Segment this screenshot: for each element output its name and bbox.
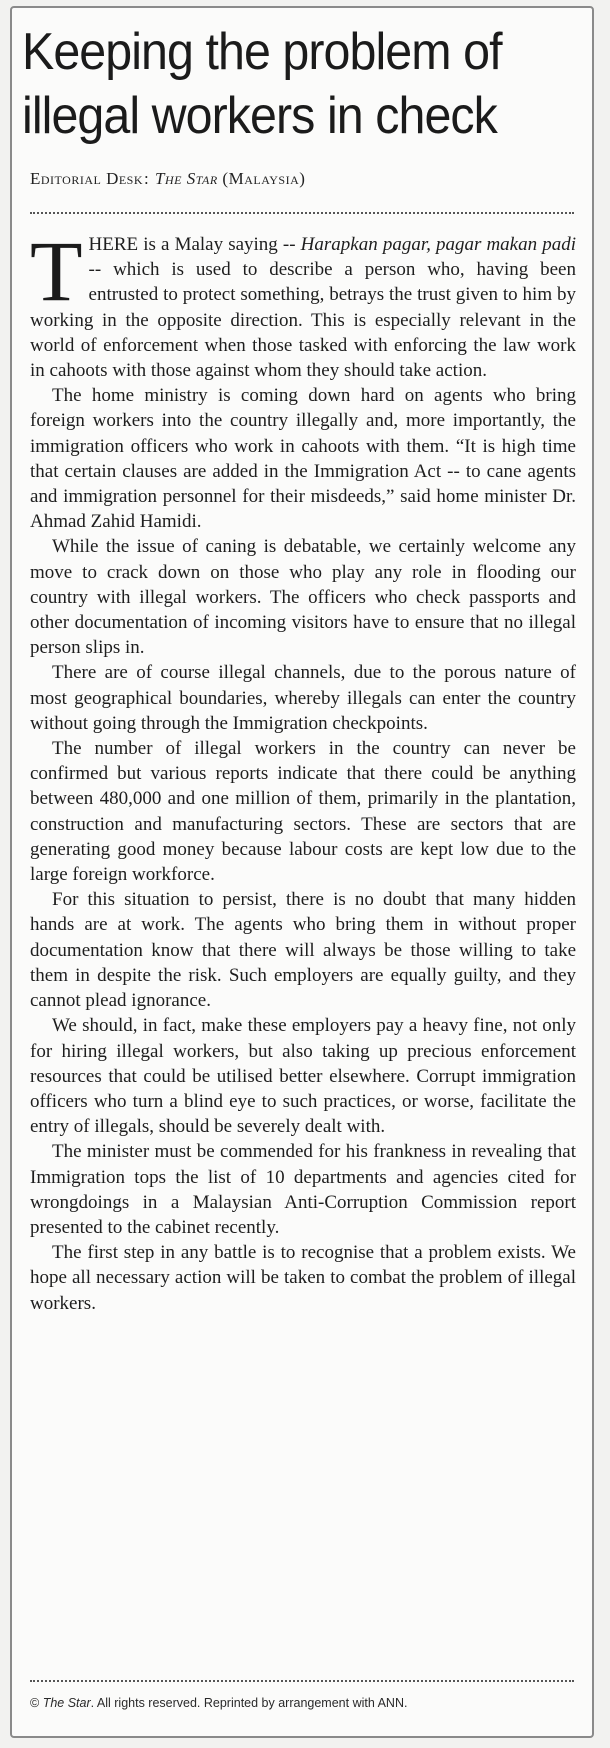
byline-separator: : [144,169,150,188]
byline [30,169,305,189]
paragraph-8: The minister must be commended for his frankness in revealing that Immigration tops the list of 10 departments and agencies cited for wrongdoings in a Malaysian Anti-Corruption Commission report presented to the cabinet recently. [30,1141,576,1238]
paragraph-1-start: HERE is a Malay saying -- [88,234,301,255]
byline-country: (Malaysia) [222,169,306,188]
paragraph-6: For this situation to persist, there is no doubt that many hidden hands are at work. The agents who bring them in without proper documentation know that there will always be those willing to take them in despite the risk. Such employers are equally guilty, and they cannot plead ignorance. [30,889,576,1012]
footer-publication: The Star [42,1696,91,1710]
byline-publication: The Star [155,169,218,188]
footer-rights: . All rights reserved. Reprinted by arrangement with ANN. [90,1696,408,1710]
paragraph-4: There are of course illegal channels, due to the porous nature of most geographical boundaries, whereby illegals can enter the country without going through the Immigration checkpoints. [30,662,576,734]
paragraph-1 [30,223,576,383]
paragraph-7: We should, in fact, make these employers pay a heavy fine, not only for hiring illegal workers, but also taking up precious enforcement resources that could be utilised better elsewhere. Corrupt immigration officers who turn a blind eye to such practices, or worse, facilitate the entry of illegals, should be severely dealt with. [30,1015,576,1138]
dotted-divider-bottom [30,1680,574,1682]
paragraph-1-rest: -- which is used to describe a person who, having been entrusted to protect something, betrays the trust given to him by working in the opposite direction. This is especially relevant in the world of enforcement when those tasked with enforcing the law work in cahoots with those against whom they should take action. [30,259,576,382]
paragraph-9: The first step in any battle is to recognise that a problem exists. We hope all necessary action will be taken to combat the problem of illegal workers. [30,1242,576,1314]
malay-saying: Harapkan pagar, pagar makan padi [300,234,576,255]
paragraph-3: While the issue of caning is debatable, we certainly welcome any move to crack down on those who play any role in flooding our country with illegal workers. The officers who check passports and other documentation of incoming visitors have to ensure that no illegal person slips in. [30,536,576,659]
dotted-divider-top [30,212,574,214]
drop-cap: T [30,223,83,319]
paragraph-2: The home ministry is coming down hard on agents who bring foreign workers into the country illegally and, more importantly, the immigration officers who work in cahoots with them. “It is high time that certain clauses are added in the Immigration Act -- to cane agents and immigration personnel for their misdeeds,” said home minister Dr. Ahmad Zahid Hamidi. [30,385,576,533]
article-body [30,223,576,1316]
copyright-footer [30,1696,407,1710]
byline-desk: Editorial Desk [30,169,144,188]
copyright-symbol: © [30,1696,40,1710]
headline: Keeping the problem of illegal workers in check [22,23,502,145]
paragraph-5: The number of illegal workers in the country can never be confirmed but various reports indicate that there could be anything between 480,000 and one million of them, primarily in the plantation, construction and manufacturing sectors. These are sectors that are generating good money because labour costs are kept low due to the large foreign workforce. [30,738,576,886]
